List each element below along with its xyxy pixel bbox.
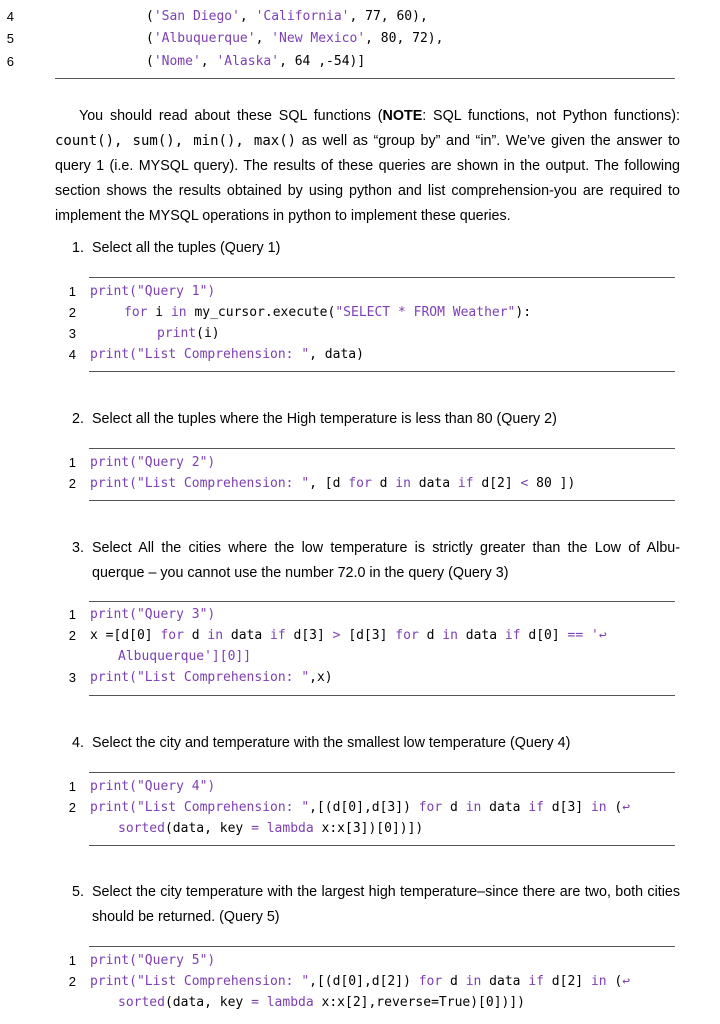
code-line: 3 print("List Comprehension: ",x): [68, 670, 333, 685]
line-number: 6: [6, 54, 14, 69]
temps: , 77, 60),: [349, 9, 428, 24]
query-3-item: [72, 536, 680, 586]
divider: [55, 78, 675, 79]
code-line: 1 print("Query 3"): [68, 607, 216, 622]
divider: [89, 845, 675, 846]
code-line-6: 6 ('Nome', 'Alaska', 64 ,-54)]: [0, 54, 720, 74]
line-number: 5: [6, 31, 14, 46]
city-string: 'San Diego': [153, 9, 240, 24]
code-line-wrap: sorted(data, key = lambda x:x[3])[0])]): [118, 821, 424, 836]
intro-paragraph: You should read about these SQL functions (NOTE: SQL functions, not Python functions): count(), sum(), min(), max() as well as “group by” and “in”. We’ve given the answer to query 1 (i.e. MYSQL query). The results of these queries are shown in the output. The following section shows the results obtained by using python and list comprehension-you are required to implement the MYSQL operations in python to implement these queries.: [55, 108, 680, 224]
query-text: Select all the tuples (Query 1): [92, 240, 281, 256]
temps: , 80, 72),: [365, 31, 444, 46]
divider: [89, 371, 675, 372]
line-wrap-icon: ↩: [598, 628, 607, 643]
state-string: 'New Mexico': [271, 31, 366, 46]
query-text: Select All the cities where the low temperature is strictly greater than the Low of Albu-querque – you cannot use the number 72.0 in the query (Query 3): [92, 540, 680, 581]
divider: [89, 601, 675, 602]
code-line: 1 print("Query 2"): [68, 455, 216, 470]
divider: [89, 448, 675, 449]
state-string: 'Alaska': [216, 54, 280, 69]
query-text: Select the city and temperature with the smallest low temperature (Query 4): [92, 735, 571, 751]
code-line: 2 for i in my_cursor.execute("SELECT * FROM Weather"):: [68, 305, 532, 320]
query-number: 4.: [72, 735, 84, 751]
code-line: 2 x =[d[0] for d in data if d[3] > [d[3] for d in data if d[0] == '↩: [68, 628, 607, 643]
query-text: Select all the tuples where the High temperature is less than 80 (Query 2): [92, 411, 557, 427]
city-string: 'Nome': [153, 54, 201, 69]
query-5-item: [72, 880, 680, 930]
code-line: 4 print("List Comprehension: ", data): [68, 347, 364, 362]
query-number: 5.: [72, 884, 84, 900]
code-line-wrap: sorted(data, key = lambda x:x[2],reverse=True)[0])]): [118, 995, 526, 1010]
temps: , 64 ,-54)]: [279, 54, 366, 69]
line-wrap-icon: ↩: [622, 800, 631, 815]
note-label: NOTE: [382, 108, 423, 124]
line-number: 4: [6, 9, 14, 24]
state-string: 'California': [255, 9, 350, 24]
code-line: 2 print("List Comprehension: ",[(d[0],d[2]) for d in data if d[2] in (↩: [68, 974, 631, 989]
code-line: 1 print("Query 4"): [68, 779, 216, 794]
code-line: 2 print("List Comprehension: ",[(d[0],d[3]) for d in data if d[3] in (↩: [68, 800, 631, 815]
query-number: 3.: [72, 540, 84, 556]
sql-functions: count(), sum(), min(), max(): [55, 133, 297, 149]
divider: [89, 946, 675, 947]
divider: [89, 500, 675, 501]
divider: [89, 772, 675, 773]
divider: [89, 695, 675, 696]
query-number: 2.: [72, 411, 84, 427]
code-line: 3 print(i): [68, 326, 220, 341]
code-line: 1 print("Query 5"): [68, 953, 216, 968]
line-wrap-icon: ↩: [622, 974, 631, 989]
divider: [89, 277, 675, 278]
query-text: Select the city temperature with the largest high temperature–since there are two, both cities should be returned. (Query 5): [92, 884, 680, 925]
query-number: 1.: [72, 240, 84, 256]
code-line: 1 print("Query 1"): [68, 284, 216, 299]
code-line-4: 4 ('San Diego', 'California', 77, 60),: [0, 9, 720, 29]
code-line-wrap: Albuquerque'][0]]: [118, 649, 252, 664]
city-string: 'Albuquerque': [153, 31, 256, 46]
code-line: 2 print("List Comprehension: ", [d for d in data if d[2] < 80 ]): [68, 476, 576, 491]
code-line-5: 5 ('Albuquerque', 'New Mexico', 80, 72),: [0, 31, 720, 51]
